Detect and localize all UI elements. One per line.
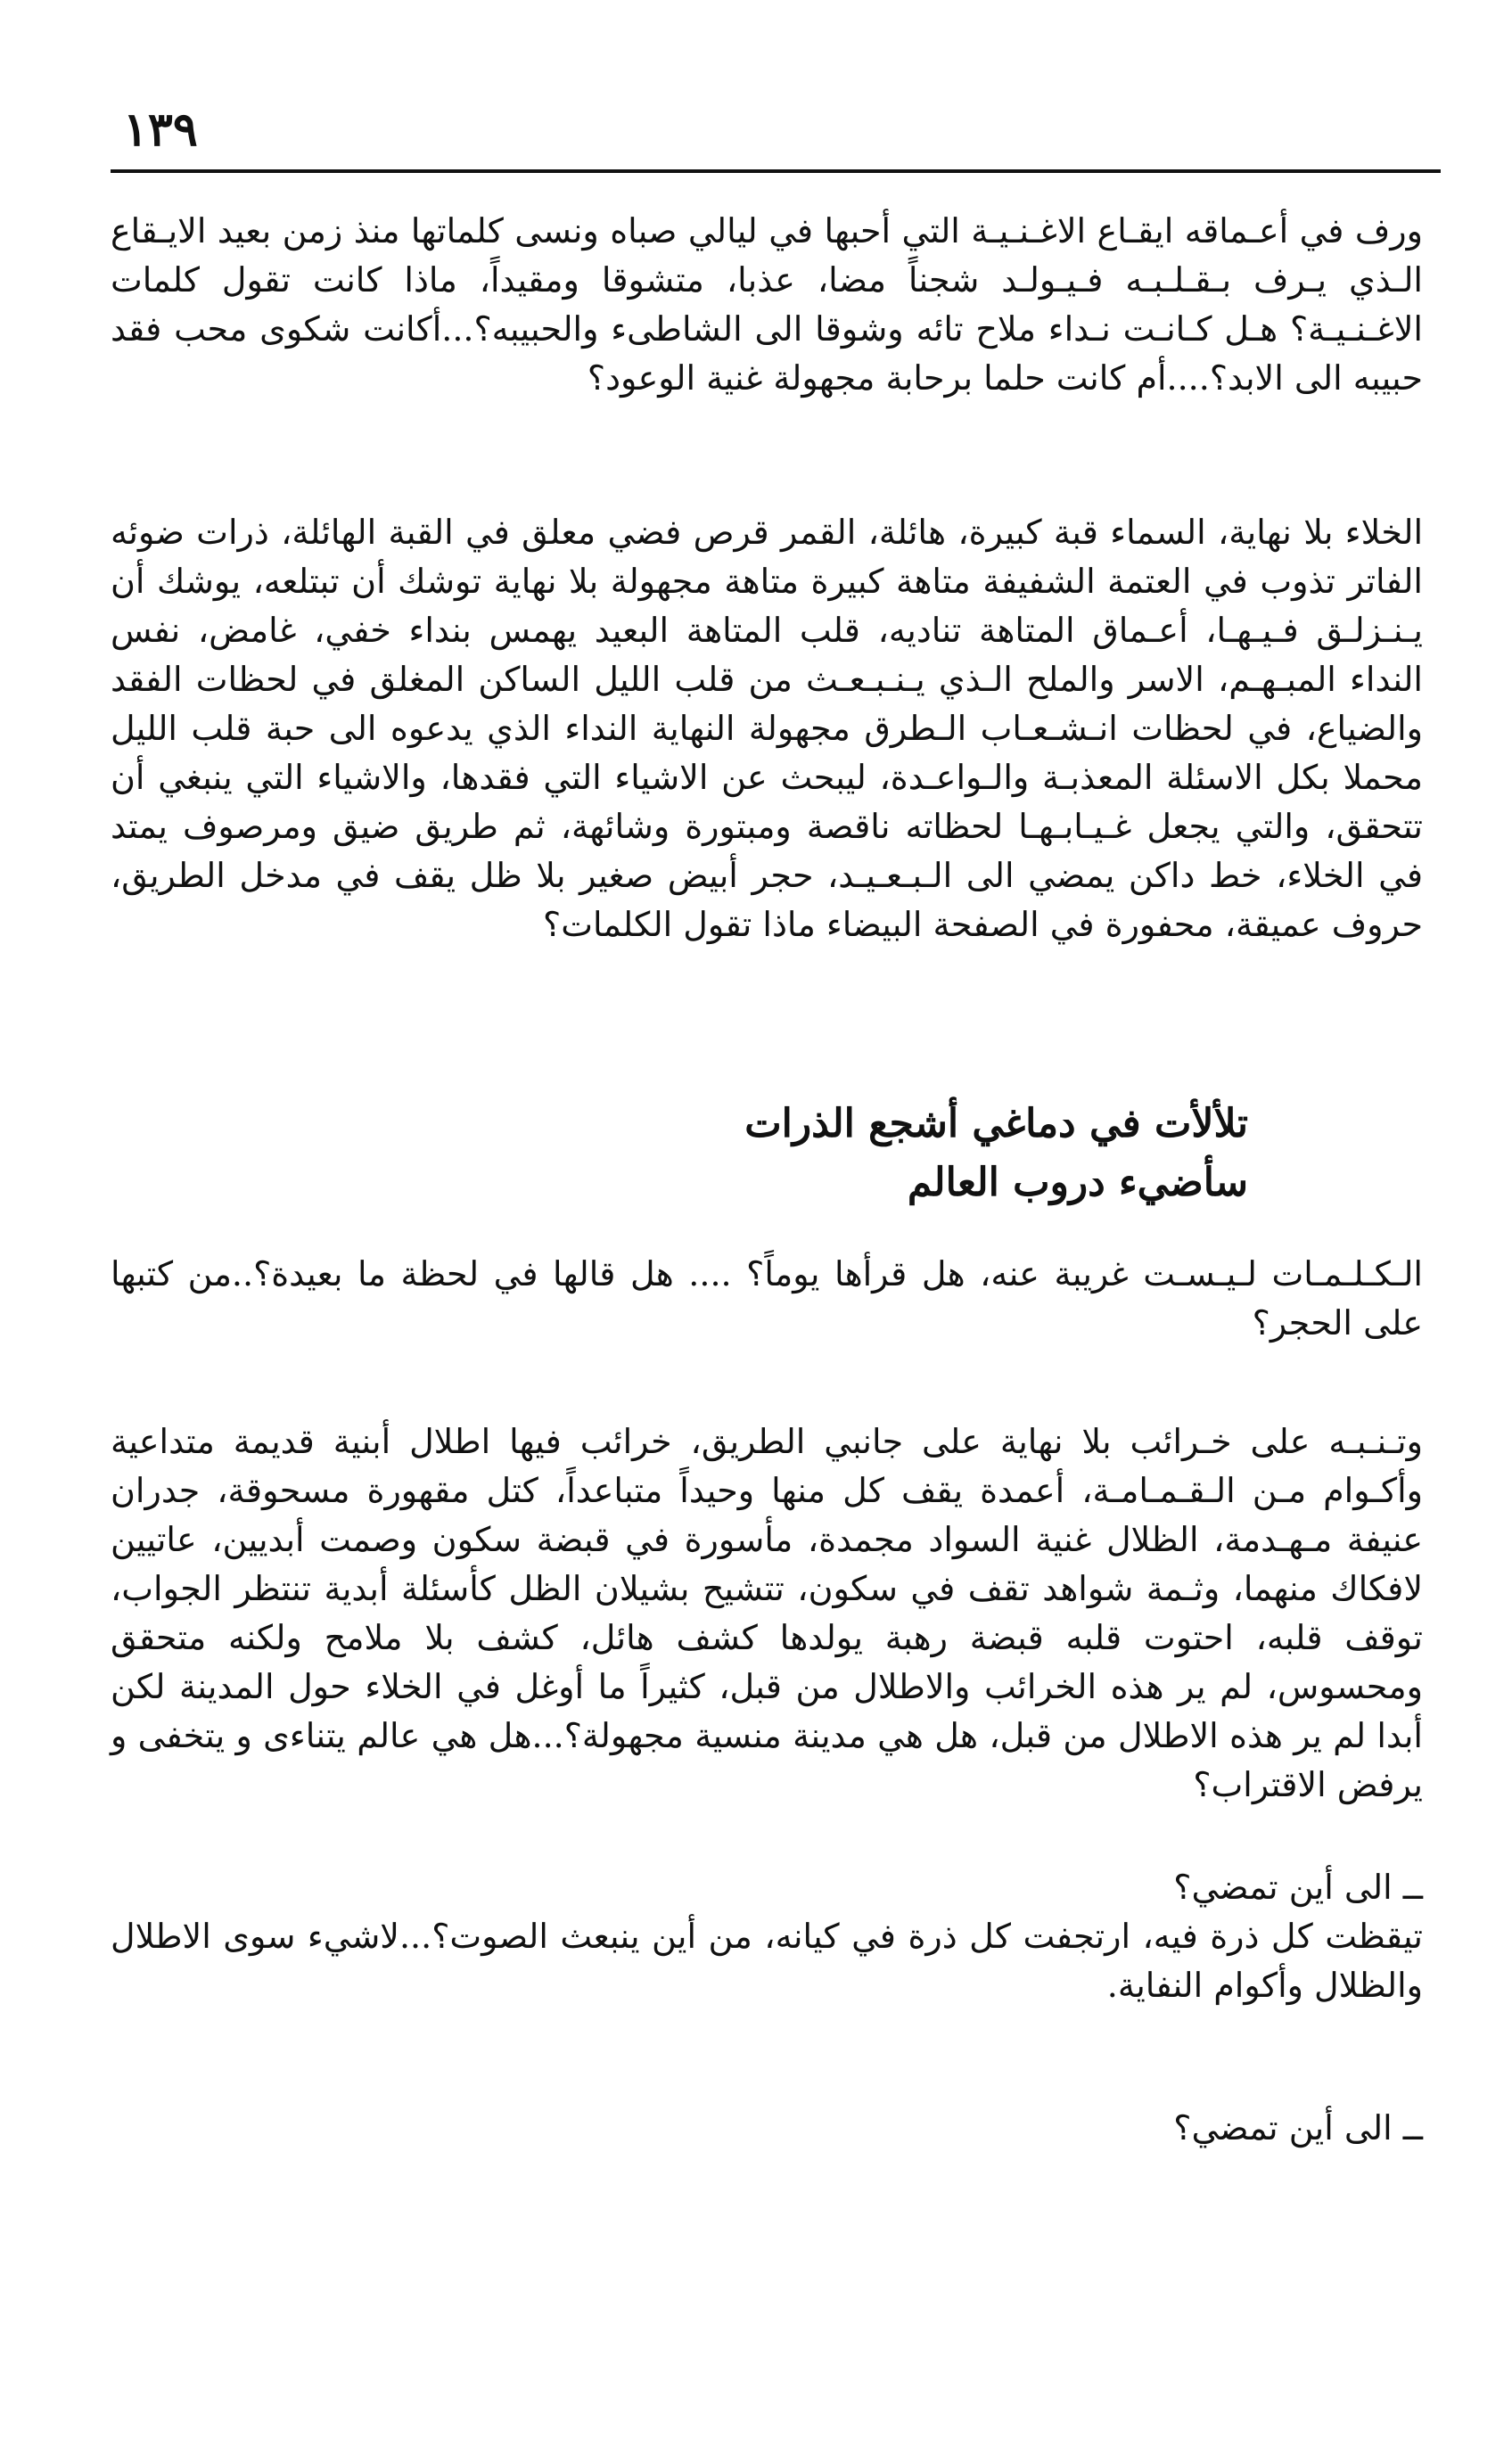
header-rule [111,169,1441,173]
dialogue-line-2: ــ الى أين تمضي؟ [1173,2108,1423,2147]
paragraph-3: الـكـلـمـات لـيـسـت غريبة عنه، هل قرأها يوماً؟ .... هل قالها في لحظة ما بعيدة؟..من كتبها على الحجر؟ [111,1254,1423,1343]
paragraph-4: وتـنـبـه على خـرائب بلا نهاية على جانبي الطريق، خرائب فيها اطلال أبنية قديمة متداعية وأكـوام مـن الـقـمـامـة، أعمدة يقف كل منها وحيداً متباعداً، كتل مقهورة مسحوقة، جدران عنيفة مـهـدمة، الظلال غنية السواد مجمدة، مأسورة في قبضة سكون وصمت أبديين، عاتيين لافكاك منهما، وثـمة شواهد تقف في سكون، تتشيح بشيلان الظل كأسئلة أبدية تنتظر الجواب، توقف قلبه، احتوت قلبه قبضة رهبة يولدها كشف هائل، كشف بلا ملامح ولكنه متحقق ومحسوس، لم ير هذه الخرائب والاطلال من قبل، كثيراً ما أوغل في الخلاء حول المدينة لكن أبدا لم ير هذه الاطلال من قبل، هل هي مدينة منسية مجهولة؟...هل هي عالم يتناءى و يتخفى و يرفض الاقتراب؟ [111,1422,1423,1804]
page-number: ١٣٩ [123,103,198,157]
paragraph-5: تيقظت كل ذرة فيه، ارتجفت كل ذرة في كيانه، من أين ينبعث الصوت؟...لاشيء سوى الاطلال والظلال وأكوام النفاية. [111,1917,1423,2005]
poem-heading-line-1: تلألأت في دماغي أشجع الذرات [744,1101,1248,1146]
paragraph-1: ورف في أعـماقه ايقـاع الاغـنـيـة التي أحبها في ليالي صباه ونسى كلماتها منذ زمن بعيد الايـقاع الـذي يـرف بـقـلـبـه فـيـولـد شجناً مضا، عذبا، متشوقا ومقيداً، ماذا كانت تقول كلمات الاغـنـيـة؟ هـل كـانـت نـداء ملاح تائه وشوقا الى الشاطىء والحبيبه؟...أكانت شكوى محب فقد حبيبه الى الابد؟....أم كانت حلما برحابة مجهولة غنية الوعود؟ [111,211,1423,398]
paragraph-2: الخلاء بلا نهاية، السماء قبة كبيرة، هائلة، القمر قرص فضي معلق في القبة الهائلة، ذرات ضوئه الفاتر تذوب في العتمة الشفيفة متاهة كبيرة متاهة مجهولة بلا نهاية توشك أن تبتلعه، يوشك أن يـنـزلـق فـيـهـا، أعـماق المتاهة تناديه، قلب المتاهة البعيد يهمس بنداء خفي، غامض، نفس النداء المبـهـم، الاسر والملح الـذي يـنـبـعـث من قلب الليل الساكن المغلق في لحظات الفقد والضياع، في لحظات انـشـعـاب الـطرق مجهولة النهاية النداء الذي يدعوه الى حبة قلب الليل محملا بكل الاسئلة المعذبـة والـواعـدة، ليبحث عن الاشياء التي فقدها، والاشياء التي ينبغي أن تتحقق، والتي يجعل غـيـابـهـا لحظاته ناقصة ومبتورة وشائهة، ثم طريق ضيق ومرصوف يمتد في الخلاء، خط داكن يمضي الى الـبـعـيـد، حجر أبيض صغير بلا ظل يقف في مدخل الطريق، حروف عميقة، محفورة في الصفحة البيضاء ماذا تقول الكلمات؟ [111,513,1423,944]
dialogue-line-1: ــ الى أين تمضي؟ [1173,1868,1423,1907]
poem-heading-line-2: سأضيء دروب العالم [907,1160,1248,1205]
poem-heading [624,1095,1248,1212]
